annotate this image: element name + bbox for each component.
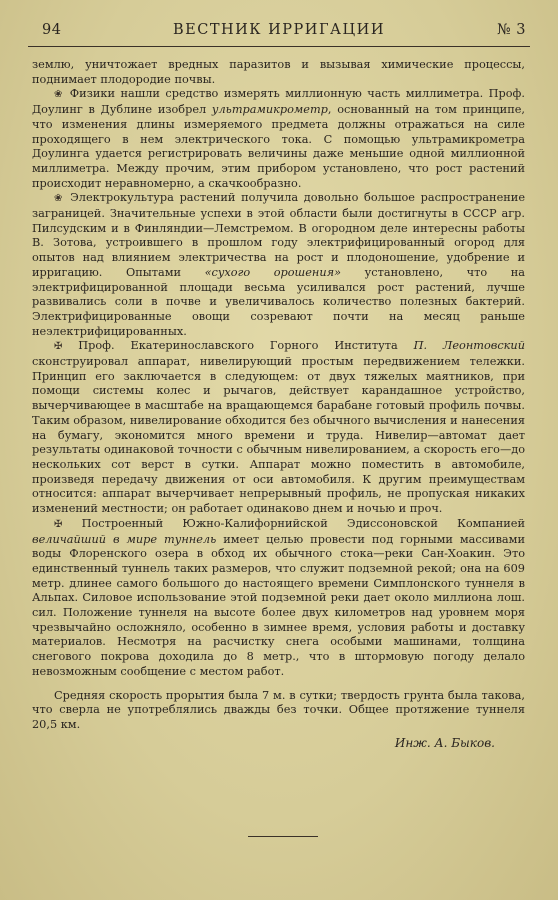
end-rule (248, 836, 318, 837)
paragraph (32, 517, 525, 680)
paragraph (32, 58, 525, 87)
paragraph-ornament-icon: ❀ (54, 193, 65, 205)
author-signature: Инж. А. Быков. (394, 735, 495, 750)
paragraph-text: землю, уничтожает вредных паразитов и вызывая химические процессы, поднимает плодородие почвы. (32, 58, 525, 86)
emphasis-text: «сухого орошения» (204, 265, 342, 279)
paragraph (32, 87, 525, 191)
journal-title: ВЕСТНИК ИРРИГАЦИИ (173, 22, 385, 38)
paragraph (32, 689, 525, 733)
paragraph-ornament-icon: ✠ (54, 341, 63, 353)
page-header (28, 22, 530, 47)
issue-number: № 3 (496, 22, 526, 38)
paragraph (32, 191, 525, 339)
emphasis-text: ультрамикрометр (211, 103, 328, 117)
emphasis-text: величайший в мире туннель (32, 532, 217, 546)
paragraph-text: , основанный на том принципе, что изменения длины измеряемого предмета должны отражаться на силе проходящего в нем электрического тока. С помощью ультрамикрометра Доулинга удается регистрировать величины даже меньшие одной миллионной миллиметра. Между прочим, этим прибором установлено, что рост растений происходит неравномерно, а скачкообразно. (32, 103, 525, 190)
emphasis-text: П. Леонтовский (413, 339, 525, 353)
paragraph-text: Средняя скорость прорытия была 7 м. в сутки; твердость грунта была такова, что сверла не употреблялись дважды без точки. Общее протяжение туннеля 20,5 км. (32, 688, 525, 731)
paragraph-ornament-icon: ✠ (54, 518, 63, 530)
paragraph-text: Электрокультура растений получила довольно большое распространение заграницей. Значительные успехи в этой области были достигнуты в СССР агр. Пилсудским и в Финляндии—Лемстремом. В огородном деле интересны работы В. Зотова, устроившего в прошлом году электрифицированный огород для опытов над влиянием электричества на рост и плодоношение, удобрение и ирригацию. Опытами (32, 191, 526, 279)
paragraph-text: Проф. Екатеринославского Горного Института (78, 339, 414, 353)
paragraph-text: Физики нашли средство измерять миллионную часть миллиметра. Проф. Доулинг в Дублине изобрел (32, 87, 525, 117)
paragraph (32, 339, 525, 516)
paragraph-text: имеет целью провести под горными массивами воды Флоренского озера в обход их обычного стока—реки Сан-Хоакин. Это единственный туннель таких размеров, что служит подземной рекой; она на 609 метр. длинее самого большого до настоящего времени Симплонского туннеля в Альпах. Силовое использование этой подземной реки дает около миллиона лош. сил. Положение туннеля на высоте более двух километров над уровнем моря чрезвычайно осложняло, особенно в зимнее время, условия работы и доставку материалов. Несмотря на расчистку снега особыми машинами, толщина снегового покрова доходила до 8 метр., что в штормовую погоду делало невозможным сообщение с местом работ. (32, 532, 525, 678)
paragraph-text: Построенный Южно-Калифорнийской Эдиссоновской Компанией (81, 516, 525, 530)
page-number: 94 (42, 22, 62, 38)
paragraph-ornament-icon: ❀ (54, 89, 65, 101)
paragraph-text: установлено, что на электрифицированной площади весьма усиливался рост растений, лучше развивались соли в почве и увеличивалось количество полезных бактерий. Электрифицированные овощи созревают почти на месяц раньше неэлектрифицированных. (32, 265, 525, 338)
article-body (32, 58, 525, 750)
paragraph-text: сконструировал аппарат, нивелирующий простым передвижением тележки. Принцип его заключается в следующем: от двух тяжелых маятников, при помощи системы колес и рычагов, действует карандашное устройство, вычерчивающее в масштабе на вращающемся барабане готовый профиль почвы. Таким образом, нивелирование обходится без обычного вычисления и нанесения на бумагу, экономится много времени и труда. Нивелир—автомат дает результаты одинаковой точности с обычным нивелированием, а скорость его—до нескольких сот верст в сутки. Аппарат можно поместить в автомобиле, произведя передачу движения от оси автомобиля. К другим преимуществам относится: аппарат вычерчивает непрерывный профиль, не пропуская никаких изменений местности; он работает одинаково днем и ночью и проч. (32, 355, 525, 516)
